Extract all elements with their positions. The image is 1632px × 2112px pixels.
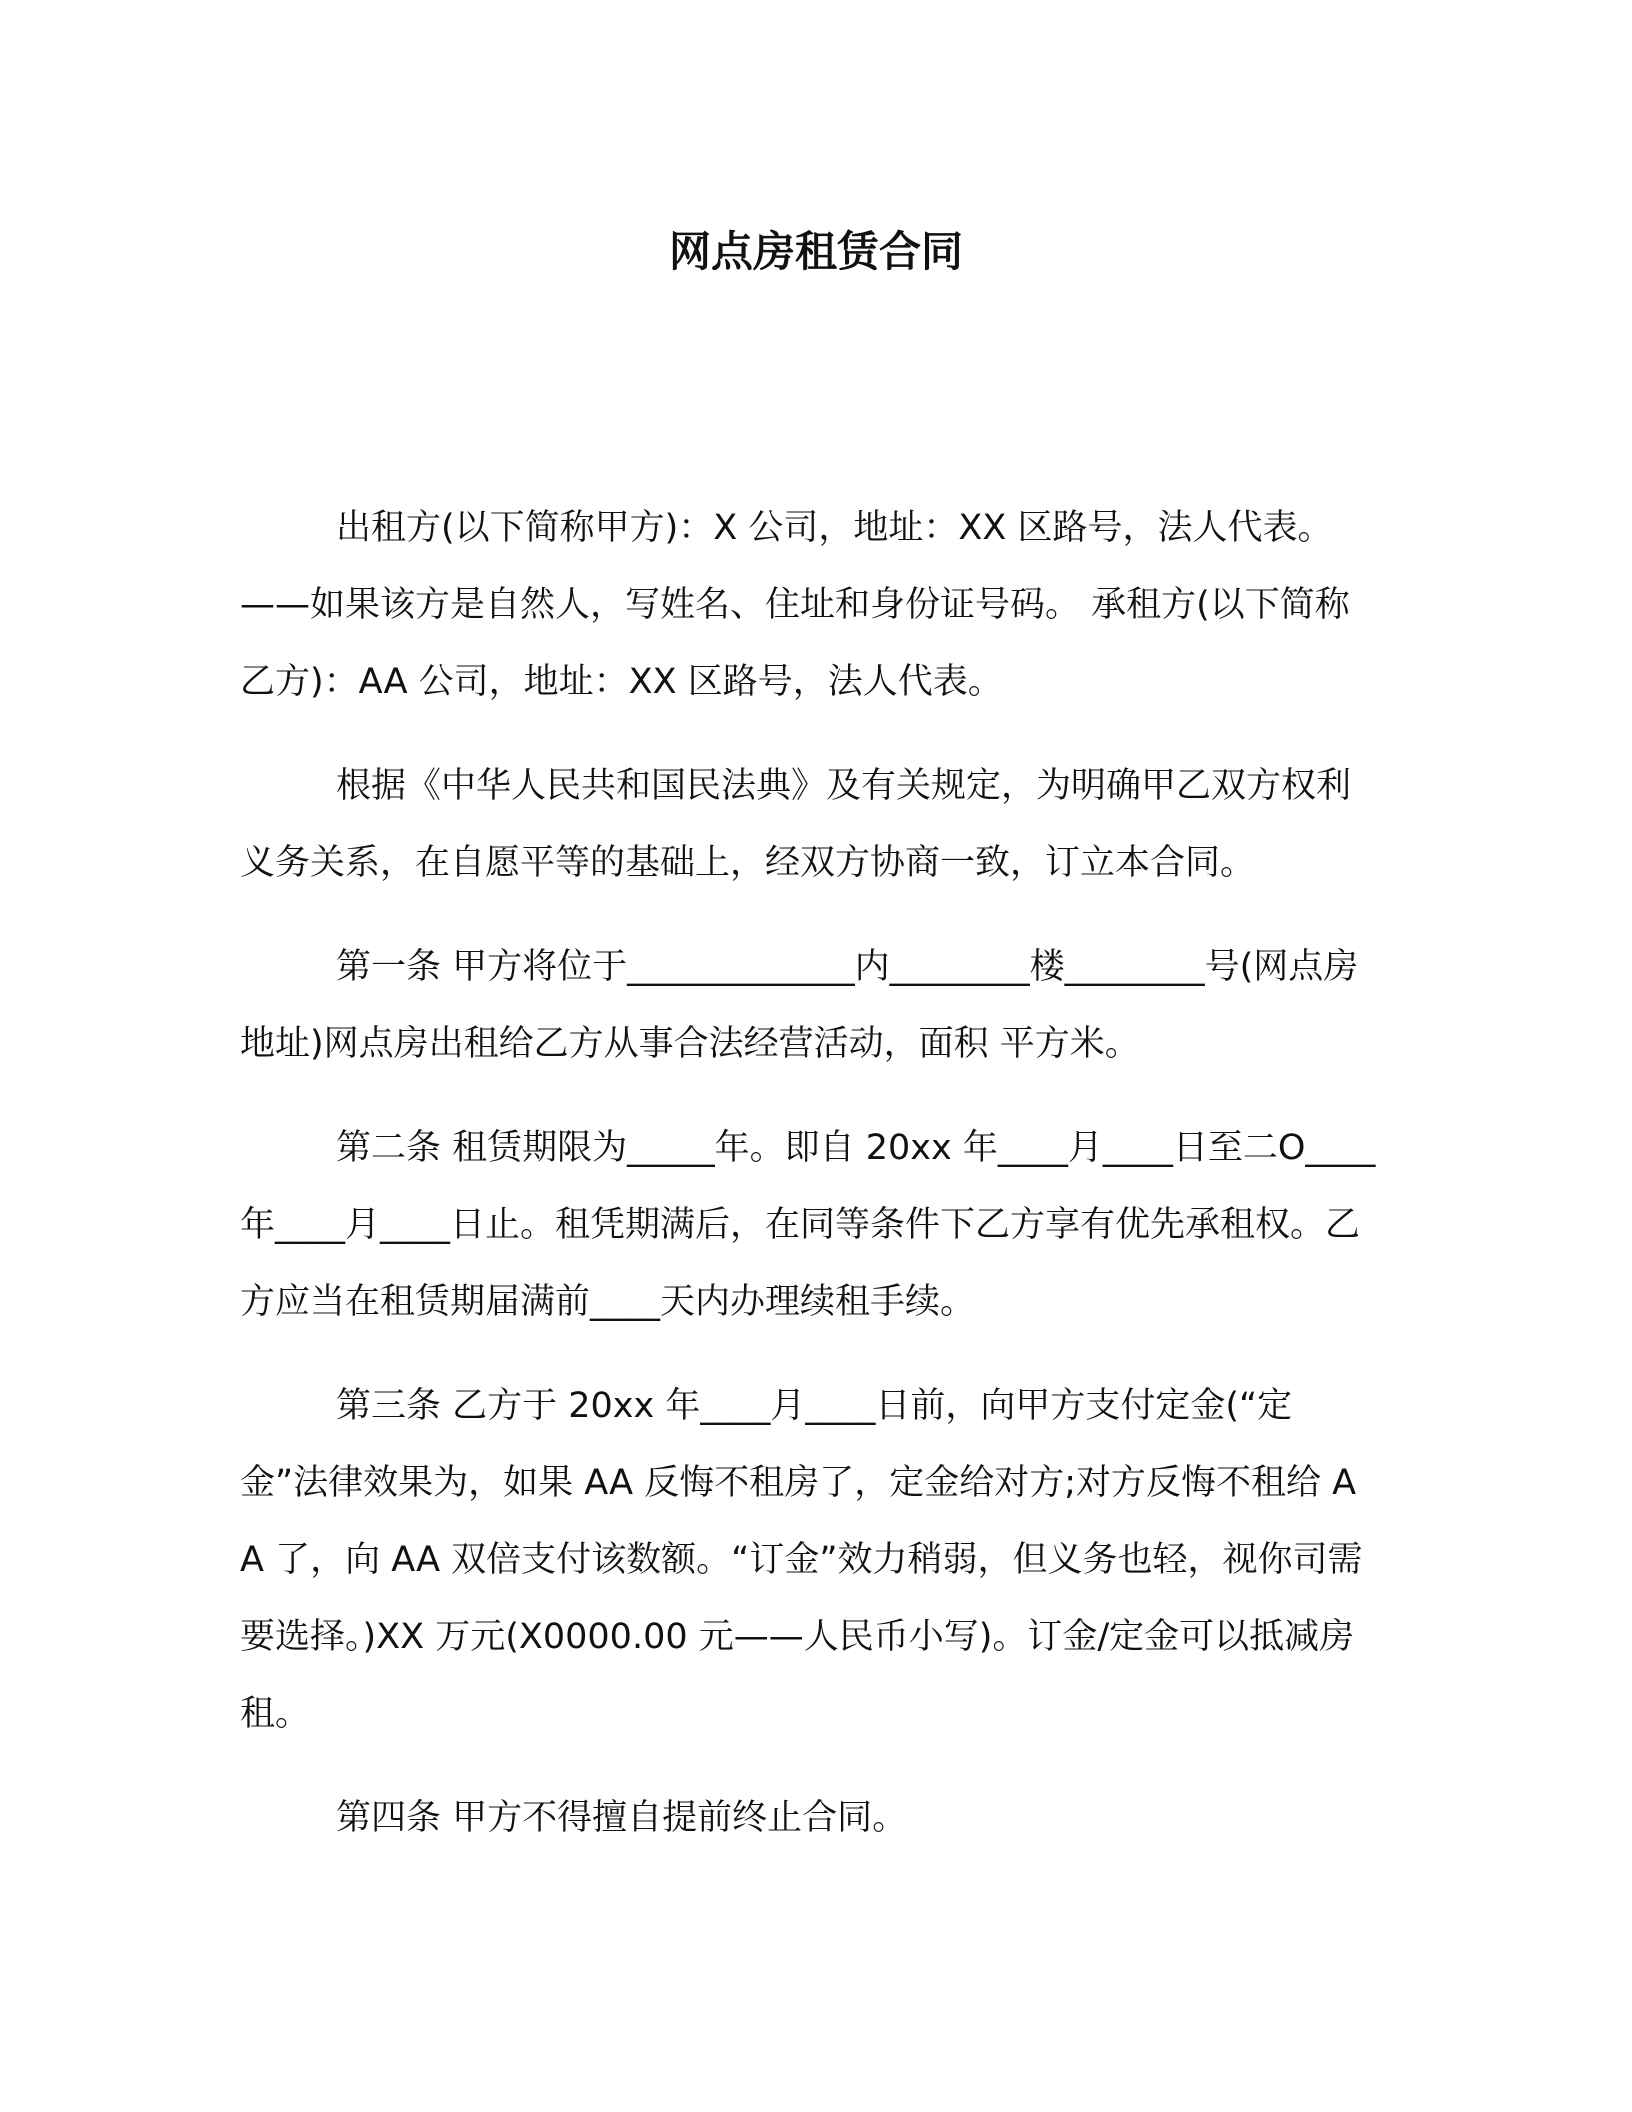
paragraph-article-3: 第三条 乙方于 20xx 年____月____日前，向甲方支付定金(“定金”法律效果为，如果 AA 反悔不租房了，定金给对方;对方反悔不租给 AA 了，向 AA 双倍支付该数额。“订金”效力稍弱，但义务也轻，视你司需要选择。)XX 万元(X0000.00 元——人民币小写)。订金/定金可以抵减房租。 — [240, 1386, 1363, 1734]
document-body — [240, 490, 1380, 1884]
paragraph-parties: 出租方(以下简称甲方)：X 公司，地址：XX 区路号，法人代表。——如果该方是自然人，写姓名、住址和身份证号码。 承租方(以下简称乙方)：AA 公司，地址：XX 区路号，法人代表。 — [240, 508, 1350, 702]
paragraph-article-4: 第四条 甲方不得擅自提前终止合同。 — [336, 1798, 908, 1838]
paragraph-basis: 根据《中华人民共和国民法典》及有关规定，为明确甲乙双方权利义务关系，在自愿平等的基础上，经双方协商一致，订立本合同。 — [240, 766, 1352, 883]
paragraph-article-1: 第一条 甲方将位于_____________内________楼________号(网点房地址)网点房出租给乙方从事合法经营活动，面积 平方米。 — [240, 947, 1359, 1064]
document-title: 网点房租赁合同 — [668, 227, 963, 276]
paragraph-article-2: 第二条 租赁期限为_____年。即自 20xx 年____月____日至二O____年____月____日止。租凭期满后，在同等条件下乙方享有优先承租权。乙方应当在租赁期届满前____天内办理续租手续。 — [240, 1128, 1376, 1322]
